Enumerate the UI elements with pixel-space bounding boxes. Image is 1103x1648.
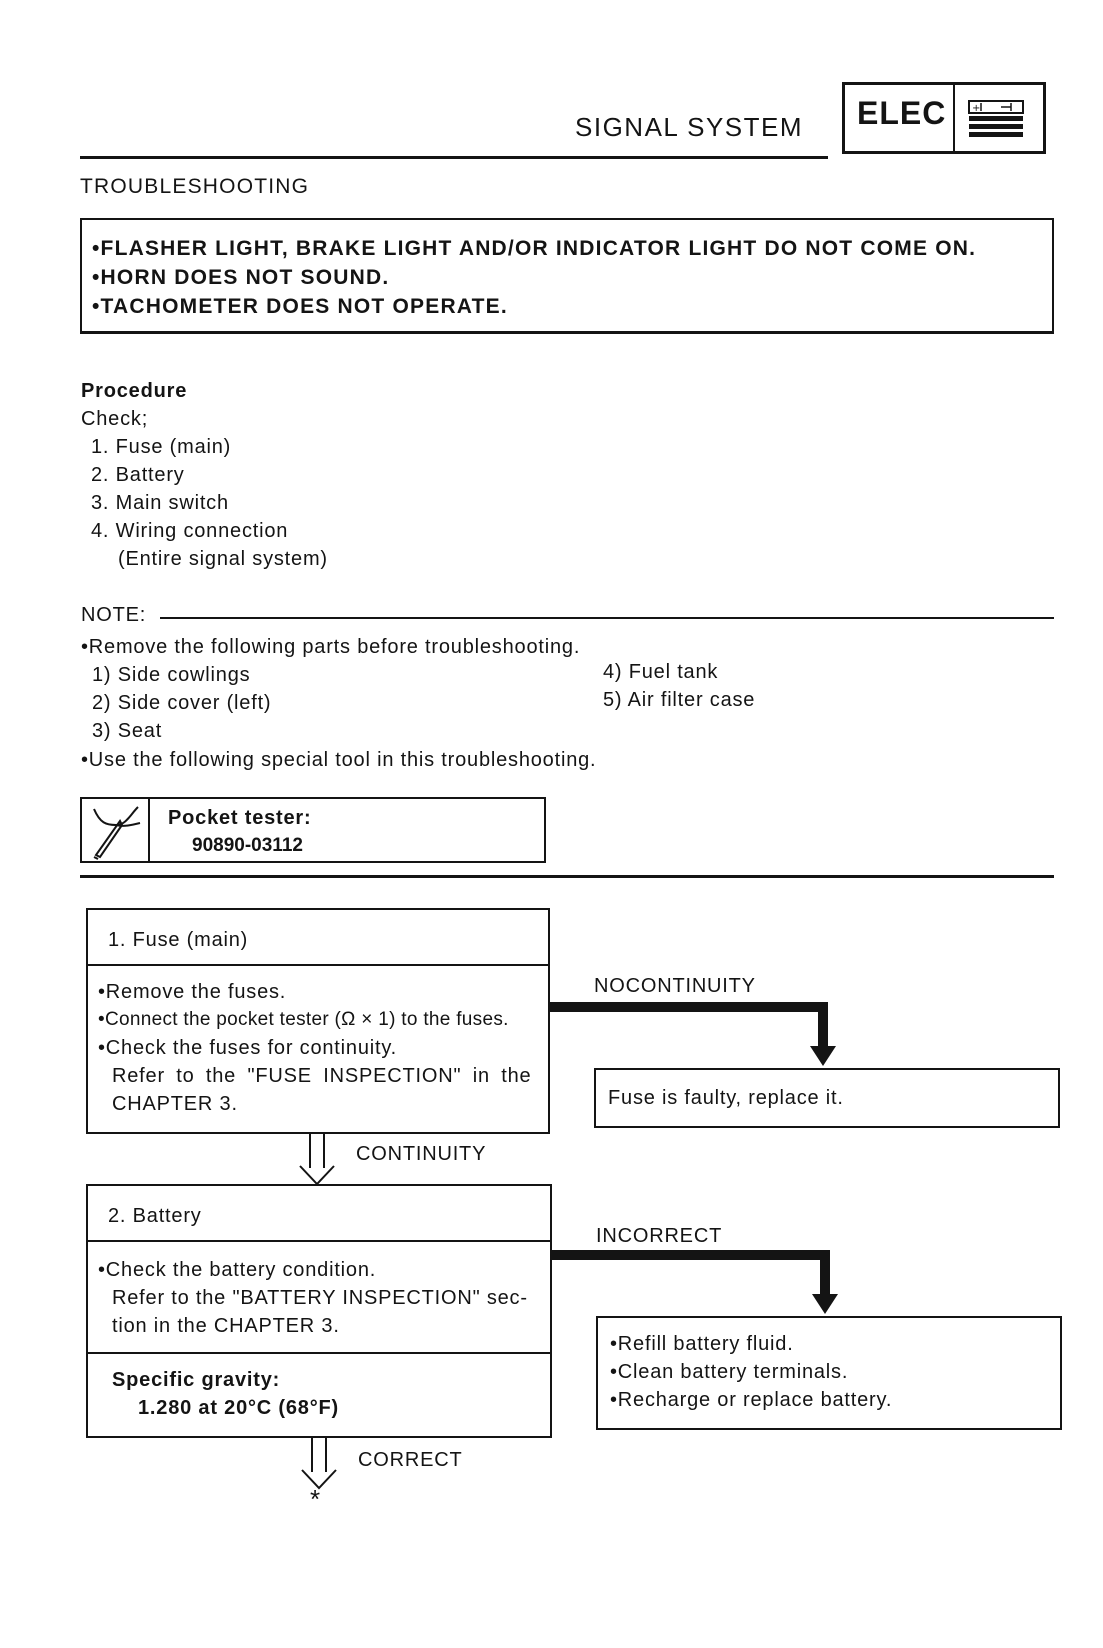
note-label: NOTE:: [81, 604, 147, 626]
flow-step-title: 2. Battery: [108, 1205, 202, 1227]
symptom-line: •HORN DOES NOT SOUND.: [92, 266, 390, 289]
tester-probe-icon: [86, 801, 144, 861]
flow-step-title: 1. Fuse (main): [108, 929, 249, 951]
flow-pass-arrow: [298, 1438, 342, 1490]
flow-fail-result: •Clean battery terminals.: [610, 1361, 849, 1383]
continue-mark: *: [310, 1484, 321, 1514]
procedure-step: 4. Wiring connection: [91, 520, 289, 542]
flow-fail-label: NOCONTINUITY: [594, 975, 756, 997]
flow-step-divider: [88, 1352, 550, 1354]
flow-step-line: •Check the battery condition.: [98, 1259, 377, 1281]
flow-pass-label: CORRECT: [358, 1449, 463, 1471]
note-part: 2) Side cover (left): [92, 692, 272, 714]
flow-step-divider: [88, 1240, 550, 1242]
flow-fail-result: •Recharge or replace battery.: [610, 1389, 893, 1411]
section-rule: [80, 875, 1054, 878]
flow-step-2-box: [86, 1184, 552, 1438]
tool-name: Pocket tester:: [168, 807, 312, 829]
chapter-code: ELEC: [857, 95, 947, 131]
spec-label: Specific gravity:: [112, 1369, 281, 1391]
tool-part-number: 90890-03112: [192, 835, 303, 856]
tool-box-divider: [148, 799, 150, 861]
flow-fail-result: •Refill battery fluid.: [610, 1333, 794, 1355]
procedure-title: Procedure: [81, 380, 188, 402]
section-title: SIGNAL SYSTEM: [575, 112, 804, 142]
chapter-tab-divider: [953, 85, 955, 151]
flow-fail-arrow: [548, 996, 848, 1070]
flow-step-line: •Connect the pocket tester (Ω × 1) to the fuses.: [98, 1009, 509, 1030]
flow-step-divider: [88, 964, 548, 966]
note-part: 5) Air filter case: [603, 689, 756, 711]
symptom-line: •TACHOMETER DOES NOT OPERATE.: [92, 295, 508, 318]
note-tool-intro: •Use the following special tool in this troubleshooting.: [81, 749, 597, 771]
flow-fail-result-box: [596, 1316, 1062, 1430]
note-remove-intro: •Remove the following parts before troubleshooting.: [81, 636, 581, 658]
flow-step-line: tion in the CHAPTER 3.: [112, 1315, 340, 1337]
procedure-step-subnote: (Entire signal system): [118, 548, 328, 570]
symptom-box: [80, 218, 1054, 334]
flow-fail-arrow: [550, 1244, 850, 1318]
procedure-step: 3. Main switch: [91, 492, 229, 514]
header-rule: [80, 156, 828, 159]
flow-step-line: Refer to the "BATTERY INSPECTION" sec-: [112, 1287, 528, 1309]
flow-step-line: Refer to the "FUSE INSPECTION" in the: [112, 1065, 532, 1087]
chapter-tab: [842, 82, 1046, 154]
procedure-step: 2. Battery: [91, 464, 185, 486]
svg-text:+: +: [972, 103, 981, 114]
flow-fail-result-box: [594, 1068, 1060, 1128]
battery-icon: [965, 97, 1027, 141]
page-heading: TROUBLESHOOTING: [80, 175, 310, 198]
flow-step-line: •Remove the fuses.: [98, 981, 287, 1003]
procedure-step: 1. Fuse (main): [91, 436, 232, 458]
flow-step-line: CHAPTER 3.: [112, 1093, 238, 1115]
note-part: 4) Fuel tank: [603, 661, 719, 683]
note-rule: [160, 617, 1054, 619]
flow-pass-arrow: [296, 1134, 340, 1186]
spec-value: 1.280 at 20°C (68°F): [138, 1397, 339, 1419]
procedure-intro: Check;: [81, 408, 149, 430]
flow-fail-label: INCORRECT: [596, 1225, 723, 1247]
flow-step-line: •Check the fuses for continuity.: [98, 1037, 398, 1059]
flow-step-1-box: [86, 908, 550, 1134]
special-tool-box: [80, 797, 546, 863]
symptom-line: •FLASHER LIGHT, BRAKE LIGHT AND/OR INDICATOR LIGHT DO NOT COME ON.: [92, 237, 977, 260]
flow-fail-result: Fuse is faulty, replace it.: [608, 1087, 844, 1109]
note-part: 1) Side cowlings: [92, 664, 251, 686]
flow-pass-label: CONTINUITY: [356, 1143, 487, 1165]
note-part: 3) Seat: [92, 720, 163, 742]
